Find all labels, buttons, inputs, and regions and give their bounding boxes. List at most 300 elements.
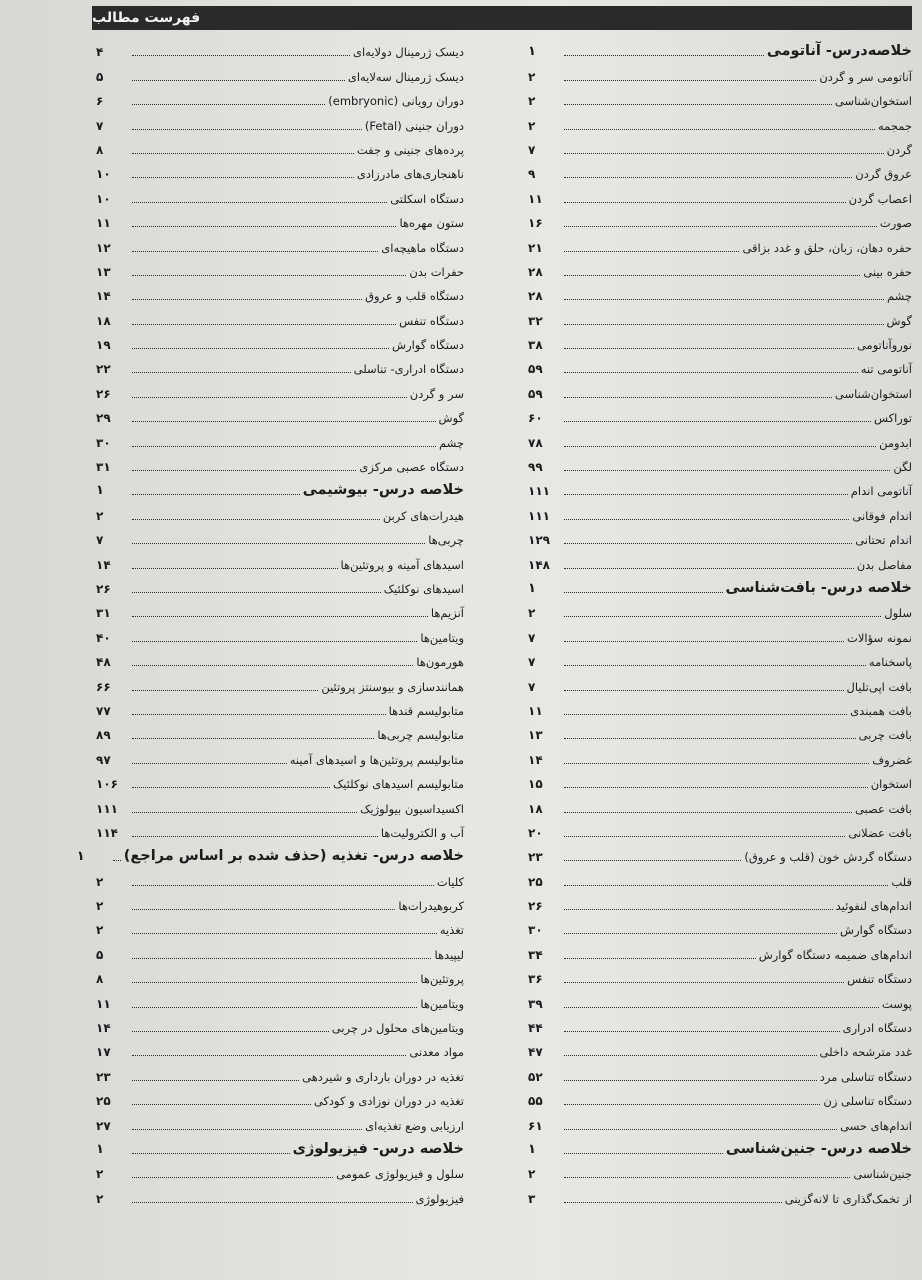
toc-entry-label: غدد مترشحه داخلی	[819, 1045, 912, 1060]
toc-entry-label: کربوهیدرات‌ها	[398, 899, 464, 914]
toc-section-heading[interactable]	[528, 1136, 912, 1160]
toc-entry[interactable]	[96, 1038, 464, 1062]
toc-entry-label: پرده‌های جنینی و جفت	[356, 142, 464, 157]
toc-entry[interactable]	[96, 672, 464, 696]
toc-entry[interactable]	[96, 526, 464, 550]
toc-page-number: ۲	[528, 1167, 536, 1182]
toc-entry-label: خلاصه‌درس- آناتومی	[766, 43, 912, 60]
toc-page-number: ۱۴	[528, 752, 543, 767]
toc-page-number: ۲	[528, 118, 536, 133]
toc-entry-label: ابدومن	[879, 435, 912, 450]
toc-entry[interactable]	[96, 160, 464, 184]
dot-leader	[132, 421, 436, 422]
toc-entry-label: بافت همبندی	[850, 703, 912, 718]
dot-leader	[132, 592, 381, 593]
toc-entry-label: اکسیداسیون بیولوژیک	[360, 801, 464, 816]
toc-entry[interactable]	[528, 160, 912, 184]
toc-page-number: ۱	[528, 44, 536, 60]
toc-entry[interactable]	[96, 184, 464, 208]
toc-page-number: ۲۲	[96, 362, 111, 377]
toc-entry[interactable]	[96, 404, 464, 428]
dot-leader	[564, 55, 764, 56]
dot-leader	[132, 153, 354, 154]
toc-entry-label: دوران جنینی (Fetal)	[364, 118, 464, 133]
toc-page-number: ۳۶	[528, 972, 543, 987]
toc-entry[interactable]	[528, 87, 912, 111]
toc-page-number: ۱۴	[96, 1021, 111, 1036]
dot-leader	[564, 958, 756, 959]
dot-leader	[132, 1007, 417, 1008]
dot-leader	[564, 202, 846, 203]
dot-leader	[564, 641, 844, 642]
toc-entry[interactable]	[96, 306, 464, 330]
toc-entry-label: تغذیه	[439, 923, 464, 938]
toc-page-number: ۳۹	[528, 996, 543, 1011]
toc-entry[interactable]	[96, 233, 464, 257]
toc-entry-label: دیسک ژرمینال سه‌لایه‌ای	[347, 69, 464, 84]
toc-entry-label: نمونه سؤالات	[847, 630, 912, 645]
toc-entry[interactable]	[96, 1087, 464, 1111]
dot-leader	[132, 299, 362, 300]
toc-entry[interactable]	[96, 819, 464, 843]
toc-entry[interactable]	[96, 87, 464, 111]
toc-title: فهرست مطالب	[92, 10, 201, 26]
toc-page-number: ۱۴۸	[528, 557, 550, 572]
toc-page-number: ۲۷	[96, 1118, 111, 1133]
toc-entry-label: آناتومی اندام	[850, 484, 912, 499]
toc-entry-label: هورمون‌ها	[416, 655, 464, 670]
dot-leader	[564, 836, 845, 837]
toc-page-number: ۱۳	[96, 264, 111, 279]
toc-page-number: ۲	[96, 899, 104, 914]
toc-page-number: ۲	[528, 606, 536, 621]
toc-page-number: ۷	[528, 679, 536, 694]
toc-entry-label: اسیدهای نوکلئیک	[383, 581, 464, 596]
dot-leader	[564, 275, 860, 276]
toc-entry-label: خلاصه درس- بیوشیمی	[302, 482, 464, 499]
toc-page-number: ۲	[96, 1167, 104, 1182]
toc-entry[interactable]	[528, 745, 912, 769]
toc-page-number: ۶۶	[96, 679, 111, 694]
toc-page-number: ۴۷	[528, 1045, 543, 1060]
dot-leader	[132, 1129, 362, 1130]
dot-leader	[132, 470, 356, 471]
toc-entry[interactable]	[528, 258, 912, 282]
toc-page-number: ۱۱	[96, 216, 111, 231]
dot-leader	[564, 714, 847, 715]
toc-page-number: ۵۹	[528, 386, 543, 401]
toc-entry[interactable]	[528, 965, 912, 989]
toc-entry[interactable]	[96, 136, 464, 160]
toc-entry[interactable]	[96, 575, 464, 599]
toc-entry-label: همانندسازی و بیوسنتز پروتئین	[321, 679, 464, 694]
toc-entry-label: غضروف	[872, 752, 912, 767]
dot-leader	[564, 494, 848, 495]
toc-entry-label: هیدرات‌های کربن	[382, 508, 464, 523]
toc-page-number: ۲	[528, 69, 536, 84]
toc-page-number: ۶۰	[528, 411, 543, 426]
dot-leader	[132, 348, 389, 349]
toc-entry-label: چشم	[438, 435, 464, 450]
toc-entry[interactable]	[528, 940, 912, 964]
dot-leader	[564, 421, 871, 422]
toc-entry-label: آناتومی سر و گردن	[819, 69, 912, 84]
dot-leader	[132, 787, 330, 788]
toc-entry-label: متابولیسم پروتئین‌ها و اسیدهای آمینه	[289, 752, 464, 767]
toc-entry-label: اندام تحتانی	[855, 533, 912, 548]
toc-page-number: ۴	[96, 45, 104, 60]
toc-page-number: ۲۳	[528, 850, 543, 865]
toc-page-number: ۲	[96, 923, 104, 938]
toc-entry[interactable]	[528, 1014, 912, 1038]
toc-entry[interactable]	[528, 819, 912, 843]
toc-entry-label: متابولیسم چربی‌ها	[377, 728, 464, 743]
toc-entry[interactable]	[96, 209, 464, 233]
dot-leader	[564, 568, 854, 569]
toc-page-number: ۵	[96, 947, 104, 962]
dot-leader	[132, 275, 406, 276]
toc-entry[interactable]	[96, 794, 464, 818]
toc-page-number: ۷	[528, 655, 536, 670]
toc-page-number: ۱۷	[96, 1045, 111, 1060]
toc-entry[interactable]	[528, 1038, 912, 1062]
toc-page-number: ۲	[96, 874, 104, 889]
toc-entry[interactable]	[96, 1184, 464, 1208]
toc-entry[interactable]	[528, 770, 912, 794]
toc-entry-label: دستگاه قلب و عروق	[365, 289, 464, 304]
toc-page-number: ۲۳	[96, 1069, 111, 1084]
toc-page-number: ۷۸	[528, 435, 543, 450]
toc-entry[interactable]	[528, 184, 912, 208]
toc-page-number: ۳۰	[96, 435, 111, 450]
toc-entry-label: نوروآناتومی	[856, 338, 912, 353]
toc-entry[interactable]	[96, 648, 464, 672]
toc-page-number: ۲۵	[96, 1094, 111, 1109]
dot-leader	[564, 909, 833, 910]
toc-entry-label: ناهنجاری‌های مادرزادی	[356, 167, 464, 182]
toc-page-number: ۸	[96, 142, 104, 157]
toc-page-number: ۹	[528, 167, 536, 182]
dot-leader	[564, 1202, 782, 1203]
toc-entry[interactable]	[96, 745, 464, 769]
toc-entry[interactable]	[528, 867, 912, 891]
dot-leader	[564, 519, 849, 520]
toc-page-number: ۱	[96, 1141, 104, 1157]
toc-entry[interactable]	[528, 1111, 912, 1135]
toc-entry[interactable]	[528, 648, 912, 672]
dot-leader	[564, 1177, 850, 1178]
toc-entry[interactable]	[96, 989, 464, 1013]
dot-leader	[132, 1104, 311, 1105]
toc-entry-label: دستگاه تنفس	[399, 313, 464, 328]
dot-leader	[132, 763, 287, 764]
dot-leader	[564, 592, 723, 593]
dot-leader	[564, 1129, 837, 1130]
toc-entry[interactable]	[96, 916, 464, 940]
toc-page-number: ۲	[528, 94, 536, 109]
toc-page-number: ۶۱	[528, 1118, 543, 1133]
dot-leader	[132, 80, 345, 81]
toc-entry[interactable]	[96, 892, 464, 916]
toc-page-number: ۱۱	[528, 703, 543, 718]
toc-entry[interactable]	[96, 697, 464, 721]
toc-entry[interactable]	[528, 550, 912, 574]
toc-entry[interactable]	[528, 62, 912, 86]
toc-entry[interactable]	[528, 672, 912, 696]
toc-page-number: ۱۲	[96, 240, 111, 255]
toc-page-number: ۱۱	[528, 191, 543, 206]
toc-entry[interactable]	[96, 379, 464, 403]
toc-page-number: ۷	[528, 142, 536, 157]
toc-entry-label: خلاصه درس- فیزیولوژی	[292, 1140, 464, 1157]
toc-entry-label: حفره دهان، زبان، حلق و غدد بزاقی	[742, 240, 912, 255]
toc-entry[interactable]	[528, 209, 912, 233]
toc-entry[interactable]	[96, 501, 464, 525]
toc-entry[interactable]	[96, 428, 464, 452]
toc-entry[interactable]	[528, 1087, 912, 1111]
toc-entry[interactable]	[528, 526, 912, 550]
dot-leader	[564, 543, 852, 544]
toc-page-number: ۲	[96, 1191, 104, 1206]
toc-page-number: ۳۱	[96, 606, 111, 621]
toc-entry[interactable]	[96, 111, 464, 135]
toc-page-number: ۲۶	[96, 581, 111, 596]
dot-leader	[132, 177, 354, 178]
toc-entry[interactable]	[96, 453, 464, 477]
dot-leader	[564, 153, 884, 154]
toc-entry[interactable]	[528, 404, 912, 428]
toc-entry-label: اندام‌های لنفوئید	[835, 899, 912, 914]
toc-page-number: ۱۱۱	[528, 484, 550, 499]
toc-entry[interactable]	[96, 965, 464, 989]
toc-title-bar	[92, 6, 912, 30]
toc-section-heading[interactable]	[528, 38, 912, 62]
dot-leader	[564, 690, 844, 691]
toc-page-number: ۱۰۶	[96, 777, 118, 792]
toc-page-number: ۵	[96, 69, 104, 84]
dot-leader	[564, 1104, 820, 1105]
toc-entry[interactable]	[528, 136, 912, 160]
toc-entry-label: سلول	[884, 606, 912, 621]
toc-page-number: ۲۹	[96, 411, 111, 426]
dot-leader	[564, 1007, 879, 1008]
toc-entry-label: بافت اپی‌تلیال	[846, 679, 912, 694]
dot-leader	[564, 348, 854, 349]
toc-entry-label: دستگاه تنفس	[847, 972, 912, 987]
toc-entry[interactable]	[96, 721, 464, 745]
toc-page-number: ۷۷	[96, 703, 111, 718]
toc-page-number: ۷	[96, 533, 104, 548]
toc-entry-label: مواد معدنی	[409, 1045, 464, 1060]
toc-entry[interactable]	[528, 697, 912, 721]
dot-leader	[132, 982, 417, 983]
toc-entry-label: گوش	[886, 313, 912, 328]
toc-entry[interactable]	[96, 550, 464, 574]
dot-leader	[132, 324, 396, 325]
toc-entry-label: کلیات	[436, 874, 464, 889]
dot-leader	[564, 372, 858, 373]
toc-page-number: ۹۹	[528, 460, 543, 475]
toc-entry[interactable]	[96, 623, 464, 647]
toc-entry-label: ویتامین‌های محلول در چربی	[331, 1021, 464, 1036]
toc-page-number: ۱۱۱	[96, 801, 118, 816]
toc-entry[interactable]	[528, 599, 912, 623]
dot-leader	[564, 933, 837, 934]
toc-entry-label: اعصاب گردن	[848, 191, 912, 206]
toc-page-number: ۱	[76, 849, 85, 865]
toc-entry[interactable]	[528, 477, 912, 501]
toc-entry[interactable]	[96, 1111, 464, 1135]
toc-entry-label: پوست	[881, 996, 912, 1011]
toc-page-number: ۱۶	[528, 216, 543, 231]
toc-page-number: ۱۵	[528, 777, 543, 792]
toc-entry[interactable]	[528, 233, 912, 257]
toc-entry[interactable]	[528, 331, 912, 355]
toc-entry-label: خلاصه درس- جنین‌شناسی	[725, 1140, 912, 1157]
dot-leader	[132, 1202, 413, 1203]
dot-leader	[564, 885, 888, 886]
toc-entry[interactable]	[528, 892, 912, 916]
toc-entry[interactable]	[96, 62, 464, 86]
toc-entry[interactable]	[528, 111, 912, 135]
toc-page-number: ۲۶	[528, 899, 543, 914]
toc-entry[interactable]	[96, 282, 464, 306]
dot-leader	[564, 812, 852, 813]
dot-leader	[113, 860, 121, 861]
toc-entry-label: استخوان‌شناسی	[834, 94, 912, 109]
dot-leader	[132, 104, 325, 105]
toc-entry[interactable]	[528, 428, 912, 452]
toc-page-number: ۱۱	[96, 996, 111, 1011]
dot-leader	[132, 665, 413, 666]
toc-entry-label: حفره بینی	[863, 264, 912, 279]
dot-leader	[132, 641, 417, 642]
toc-entry[interactable]	[96, 1160, 464, 1184]
toc-entry-label: استخوان	[870, 777, 912, 792]
toc-entry[interactable]	[528, 282, 912, 306]
toc-entry[interactable]	[96, 1014, 464, 1038]
toc-entry[interactable]	[96, 355, 464, 379]
toc-page-number: ۳۲	[528, 313, 543, 328]
toc-entry[interactable]	[96, 867, 464, 891]
toc-page-number: ۱۴	[96, 557, 111, 572]
toc-page-number: ۷	[528, 630, 536, 645]
dot-leader	[564, 982, 844, 983]
toc-entry[interactable]	[528, 501, 912, 525]
toc-entry[interactable]	[96, 258, 464, 282]
toc-entry[interactable]	[528, 916, 912, 940]
dot-leader	[132, 909, 395, 910]
dot-leader	[132, 1080, 299, 1081]
toc-entry-label: دستگاه ماهیچه‌ای	[381, 240, 464, 255]
toc-entry-label: سر و گردن	[409, 386, 464, 401]
dot-leader	[132, 885, 434, 886]
toc-entry[interactable]	[96, 770, 464, 794]
toc-entry[interactable]	[96, 1062, 464, 1086]
toc-page-number: ۷	[96, 118, 104, 133]
dot-leader	[564, 104, 832, 105]
dot-leader	[132, 690, 318, 691]
toc-page-number: ۳۴	[528, 947, 543, 962]
toc-entry-label: دوران رویانی (embryonic)	[328, 94, 464, 109]
dot-leader	[564, 665, 866, 666]
dot-leader	[132, 738, 374, 739]
dot-leader	[132, 714, 386, 715]
toc-entry-label: متابولیسم قندها	[388, 703, 464, 718]
toc-entry-label: لیپیدها	[434, 947, 464, 962]
toc-entry-label: قلب	[891, 874, 912, 889]
toc-section-heading[interactable]	[96, 477, 464, 501]
toc-page-number: ۲۵	[528, 874, 543, 889]
toc-entry[interactable]	[528, 989, 912, 1013]
toc-entry-label: ویتامین‌ها	[420, 996, 464, 1011]
toc-section-heading[interactable]	[96, 1136, 464, 1160]
toc-page-number: ۳۱	[96, 460, 111, 475]
toc-page-number: ۱۰	[96, 167, 111, 182]
dot-leader	[564, 251, 739, 252]
toc-entry-label: سلول و فیزیولوژی عمومی	[336, 1167, 464, 1182]
toc-page-number: ۲۱	[528, 240, 543, 255]
toc-entry-label: خلاصه درس- بافت‌شناسی	[725, 579, 912, 596]
toc-entry[interactable]	[528, 453, 912, 477]
toc-entry[interactable]	[528, 355, 912, 379]
toc-entry[interactable]	[528, 623, 912, 647]
toc-entry[interactable]	[528, 379, 912, 403]
toc-entry-label: لگن	[893, 460, 912, 475]
toc-column-left	[76, 38, 464, 1209]
toc-entry-label: اندام فوقانی	[852, 508, 912, 523]
toc-entry[interactable]	[528, 1184, 912, 1208]
dot-leader	[132, 446, 436, 447]
toc-section-heading[interactable]	[528, 575, 912, 599]
toc-entry[interactable]	[528, 843, 912, 867]
toc-entry[interactable]	[528, 1160, 912, 1184]
toc-entry-label: ارزیابی وضع تغذیه‌ای	[365, 1118, 464, 1133]
dot-leader	[564, 177, 852, 178]
toc-page-number: ۴۸	[96, 655, 111, 670]
toc-page-number: ۲	[96, 508, 104, 523]
dot-leader	[132, 1153, 290, 1154]
dot-leader	[564, 1153, 723, 1154]
toc-entry[interactable]	[528, 1062, 912, 1086]
toc-entry-label: عروق گردن	[855, 167, 912, 182]
toc-entry-label: توراکس	[873, 411, 912, 426]
toc-page-number: ۱	[528, 580, 536, 596]
toc-section-heading[interactable]	[76, 843, 464, 867]
toc-entry-label: جنین‌شناسی	[853, 1167, 912, 1182]
dot-leader	[564, 1031, 840, 1032]
toc-entry-label: آب و الکترولیت‌ها	[380, 825, 464, 840]
toc-entry-label: دستگاه اسکلتی	[390, 191, 464, 206]
toc-entry-label: پاسخنامه	[868, 655, 912, 670]
toc-entry[interactable]	[96, 331, 464, 355]
toc-entry[interactable]	[96, 38, 464, 62]
toc-entry[interactable]	[96, 940, 464, 964]
toc-entry-label: دستگاه تناسلی مرد	[819, 1069, 912, 1084]
toc-entry-label: پروتئین‌ها	[420, 972, 464, 987]
toc-entry[interactable]	[528, 306, 912, 330]
toc-entry-label: دستگاه گوارش	[840, 923, 912, 938]
toc-entry[interactable]	[96, 599, 464, 623]
toc-entry[interactable]	[528, 794, 912, 818]
toc-entry-label: دستگاه گردش خون (قلب و عروق)	[744, 850, 912, 865]
dot-leader	[564, 1080, 817, 1081]
dot-leader	[132, 202, 387, 203]
toc-entry[interactable]	[528, 721, 912, 745]
dot-leader	[132, 933, 437, 934]
toc-entry-label: متابولیسم اسیدهای نوکلئیک	[332, 777, 464, 792]
dot-leader	[132, 251, 378, 252]
